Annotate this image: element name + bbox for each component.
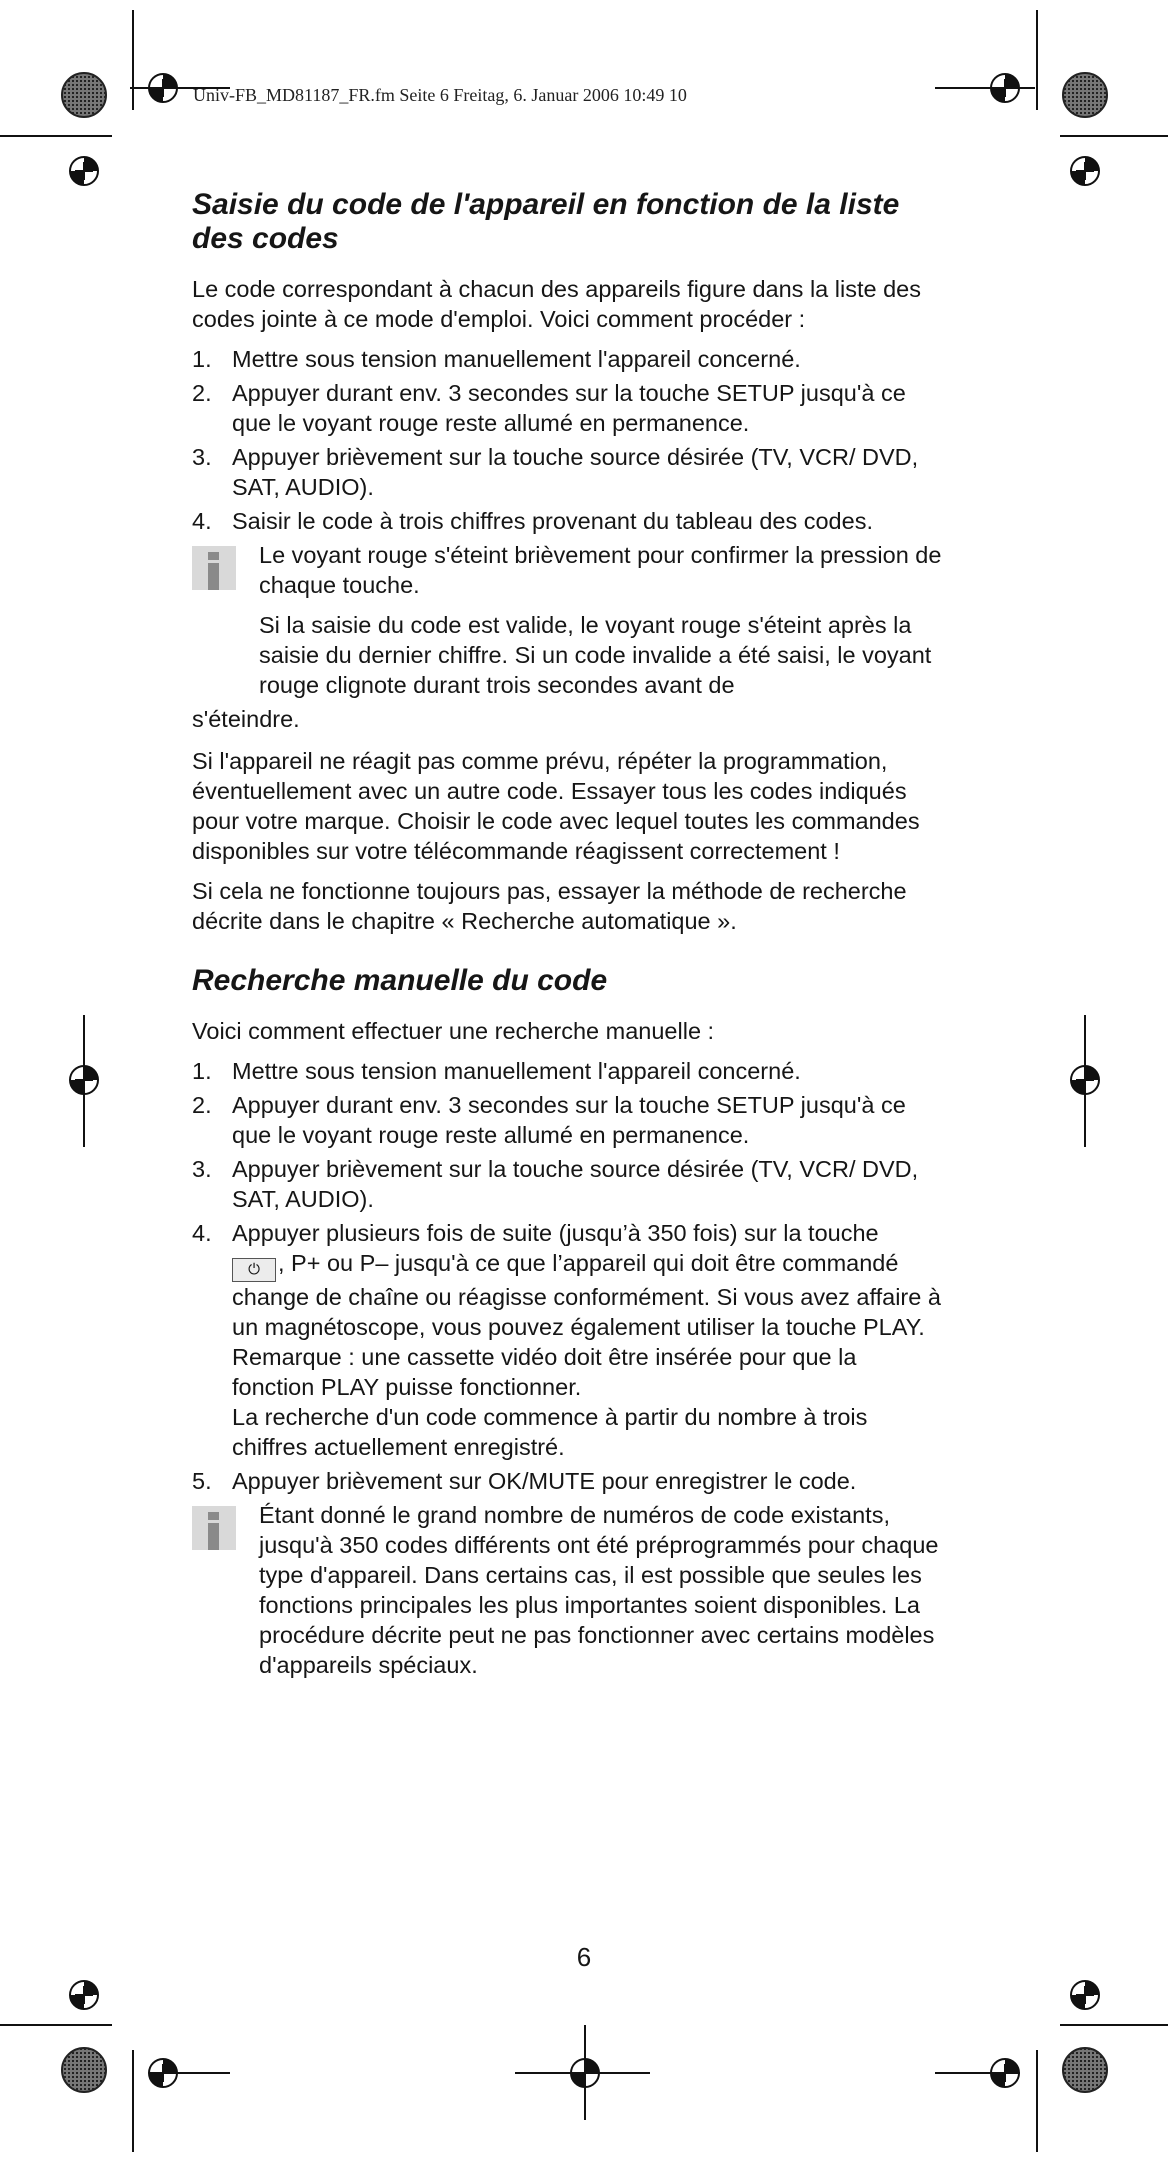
list-item <box>192 442 944 502</box>
section-title: Recherche manuelle du code <box>192 964 608 997</box>
step-number: 1. <box>192 1058 212 1084</box>
step-number: 2. <box>192 380 212 406</box>
list-item <box>192 378 944 438</box>
step-text: Appuyer plusieurs fois de suite (jusqu’à 350 fois) sur la touche <box>232 1220 879 1246</box>
steps-list <box>192 344 944 536</box>
step-number: 2. <box>192 1092 212 1118</box>
fallback-paragraph: Si cela ne fonctionne toujours pas, essayer la méthode de recherche décrite dans le chapitre « Recherche automatique ». <box>192 878 907 934</box>
section-code-list-entry <box>192 188 944 936</box>
file-info-header: Univ-FB_MD81187_FR.fm Seite 6 Freitag, 6. Januar 2006 10:49 10 <box>193 85 687 105</box>
info-icon <box>192 546 236 590</box>
step-text: Saisir le code à trois chiffres provenant du tableau des codes. <box>232 508 873 534</box>
page-number: 6 <box>576 1942 592 1972</box>
info-icon <box>192 1506 236 1550</box>
power-key-icon: ⏻ <box>232 1258 276 1282</box>
note-text: Le voyant rouge s'éteint brièvement pour confirmer la pression de chaque touche. <box>259 542 942 598</box>
step-text: Appuyer brièvement sur la touche source désirée (TV, VCR/ DVD, SAT, AUDIO). <box>232 444 919 500</box>
step-text: Appuyer durant env. 3 secondes sur la touche SETUP jusqu'à ce que le voyant rouge reste allumé en permanence. <box>232 380 906 436</box>
step-text: Appuyer brièvement sur la touche source désirée (TV, VCR/ DVD, SAT, AUDIO). <box>232 1156 919 1212</box>
step-number: 4. <box>192 1220 212 1246</box>
retry-paragraph: Si l'appareil ne réagit pas comme prévu, répéter la programmation, éventuellement avec un autre code. Essayer tous les codes indiqués pour votre marque. Choisir le code avec lequel toutes les commandes disponibles sur votre télécommande réagissent correctement ! <box>192 748 920 864</box>
intro-paragraph: Voici comment effectuer une recherche manuelle : <box>192 1018 715 1044</box>
step-number: 3. <box>192 444 212 470</box>
page-content <box>192 188 944 1686</box>
list-item <box>192 1466 944 1496</box>
intro-paragraph: Le code correspondant à chacun des appareils figure dans la liste des codes jointe à ce mode d'emploi. Voici comment procéder : <box>192 276 921 332</box>
step-number: 3. <box>192 1156 212 1182</box>
section-manual-search <box>192 964 944 1680</box>
step-number: 5. <box>192 1468 212 1494</box>
list-item <box>192 1056 944 1086</box>
info-note <box>192 540 944 700</box>
list-item <box>192 1218 944 1462</box>
step-number: 4. <box>192 508 212 534</box>
list-item <box>192 1154 944 1214</box>
step-text: Mettre sous tension manuellement l'appareil concerné. <box>232 346 801 372</box>
step-text-continued: , P+ ou P– jusqu'à ce que l’appareil qui doit être commandé change de chaîne ou réagisse conformément. Si vous avez affaire à un magnétoscope, vous pouvez également utiliser la touche PLAY. Remarque : une cassette vidéo doit être insérée pour que la fonction PLAY puisse fonctionner. <box>232 1250 941 1400</box>
note-text: Étant donné le grand nombre de numéros de code existants, jusqu'à 350 codes différents ont été préprogrammés pour chaque type d'appareil. Dans certains cas, il est possible que seules les fonctions principales les plus importantes soient disponibles. La procédure décrite peut ne pas fonctionner avec certains modèles d'appareils spéciaux. <box>259 1502 939 1678</box>
steps-list <box>192 1056 944 1496</box>
step-text: Appuyer durant env. 3 secondes sur la touche SETUP jusqu'à ce que le voyant rouge reste allumé en permanence. <box>232 1092 906 1148</box>
section-title: Saisie du code de l'appareil en fonction de la liste des codes <box>192 188 900 255</box>
step-number: 1. <box>192 346 212 372</box>
note-tail: s'éteindre. <box>192 706 300 732</box>
list-item <box>192 344 944 374</box>
list-item <box>192 506 944 536</box>
step-text: Mettre sous tension manuellement l'appareil concerné. <box>232 1058 801 1084</box>
note-continuation: Si la saisie du code est valide, le voyant rouge s'éteint après la saisie du dernier chiffre. Si un code invalide a été saisi, le voyant rouge clignote durant trois secondes avant de <box>259 612 932 698</box>
list-item <box>192 1090 944 1150</box>
info-note <box>192 1500 944 1680</box>
step-text: Appuyer brièvement sur OK/MUTE pour enregistrer le code. <box>232 1468 857 1494</box>
step-extra-text: La recherche d'un code commence à partir du nombre à trois chiffres actuellement enregistré. <box>232 1404 868 1460</box>
